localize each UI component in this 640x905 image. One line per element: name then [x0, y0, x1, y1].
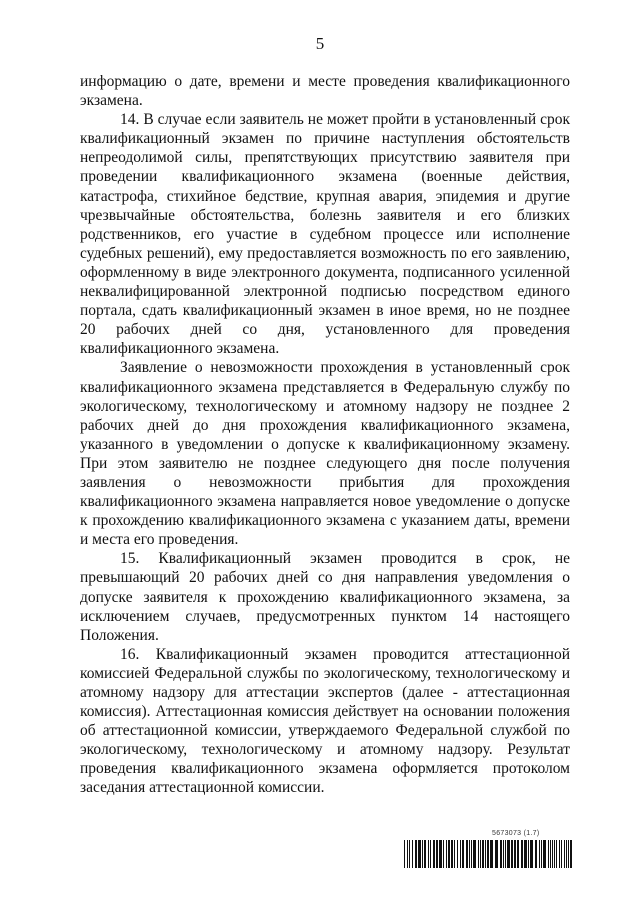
paragraph-item-15: 15. Квалификационный экзамен проводится в срок, не превышающий 20 рабочих дней со дня направления уведомления о допуске заявителя к прохождению квалификационного экзамена, за исключением случаев, предусмотренных пунктом 14 настоящего Положения. [80, 550, 570, 644]
paragraph-application: Заявление о невозможности прохождения в установленный срок квалификационного экзамена представляется в Федеральную службу по экологическому, технологическому и атомному надзору не позднее 2 рабочих дней до дня прохождения квалификационного экзамена, указанного в уведомлении о допуске к квалификационному экзамену. При этом заявителю не позднее следующего дня после получения заявления о невозможности прибытия для прохождения квалификационного экзамена направляется новое уведомление о допуске к прохождению квалификационного экзамена с указанием даты, времени и места его проведения. [80, 359, 570, 549]
paragraph-continued: информацию о дате, времени и месте проведения квалификационного экзамена. [80, 73, 570, 110]
document-body [80, 72, 570, 798]
barcode-label: 5673073 (1.7) [492, 830, 540, 837]
barcode-icon [404, 840, 572, 868]
page-number: 5 [315, 34, 325, 53]
paragraph-item-14: 14. В случае если заявитель не может пройти в установленный срок квалификационный экзамен по причине наступления обстоятельств непреодолимой силы, препятствующих присутствию заявителя при проведении квалификационного экзамена (военные действия, катастрофа, стихийное бедствие, крупная авария, эпидемия и другие чрезвычайные обстоятельства, болезнь заявителя и его близких родственников, его участие в судебном процессе или исполнение судебных решений), ему предоставляется возможность по его заявлению, оформленному в виде электронного документа, подписанного усиленной неквалифицированной электронной подписью посредством единого портала, сдать квалификационный экзамен в иное время, но не позднее 20 рабочих дней со дня, установленного для проведения квалификационного экзамена. [80, 111, 570, 358]
paragraph-item-16: 16. Квалификационный экзамен проводится аттестационной комиссией Федеральной службы по экологическому, технологическому и атомному надзору для аттестации экспертов (далее - аттестационная комиссия). Аттестационная комиссия действует на основании положения об аттестационной комиссии, утверждаемого Федеральной службой по экологическому, технологическому и атомному надзору. Результат проведения квалификационного экзамена оформляется протоколом заседания аттестационной комиссии. [80, 645, 570, 797]
